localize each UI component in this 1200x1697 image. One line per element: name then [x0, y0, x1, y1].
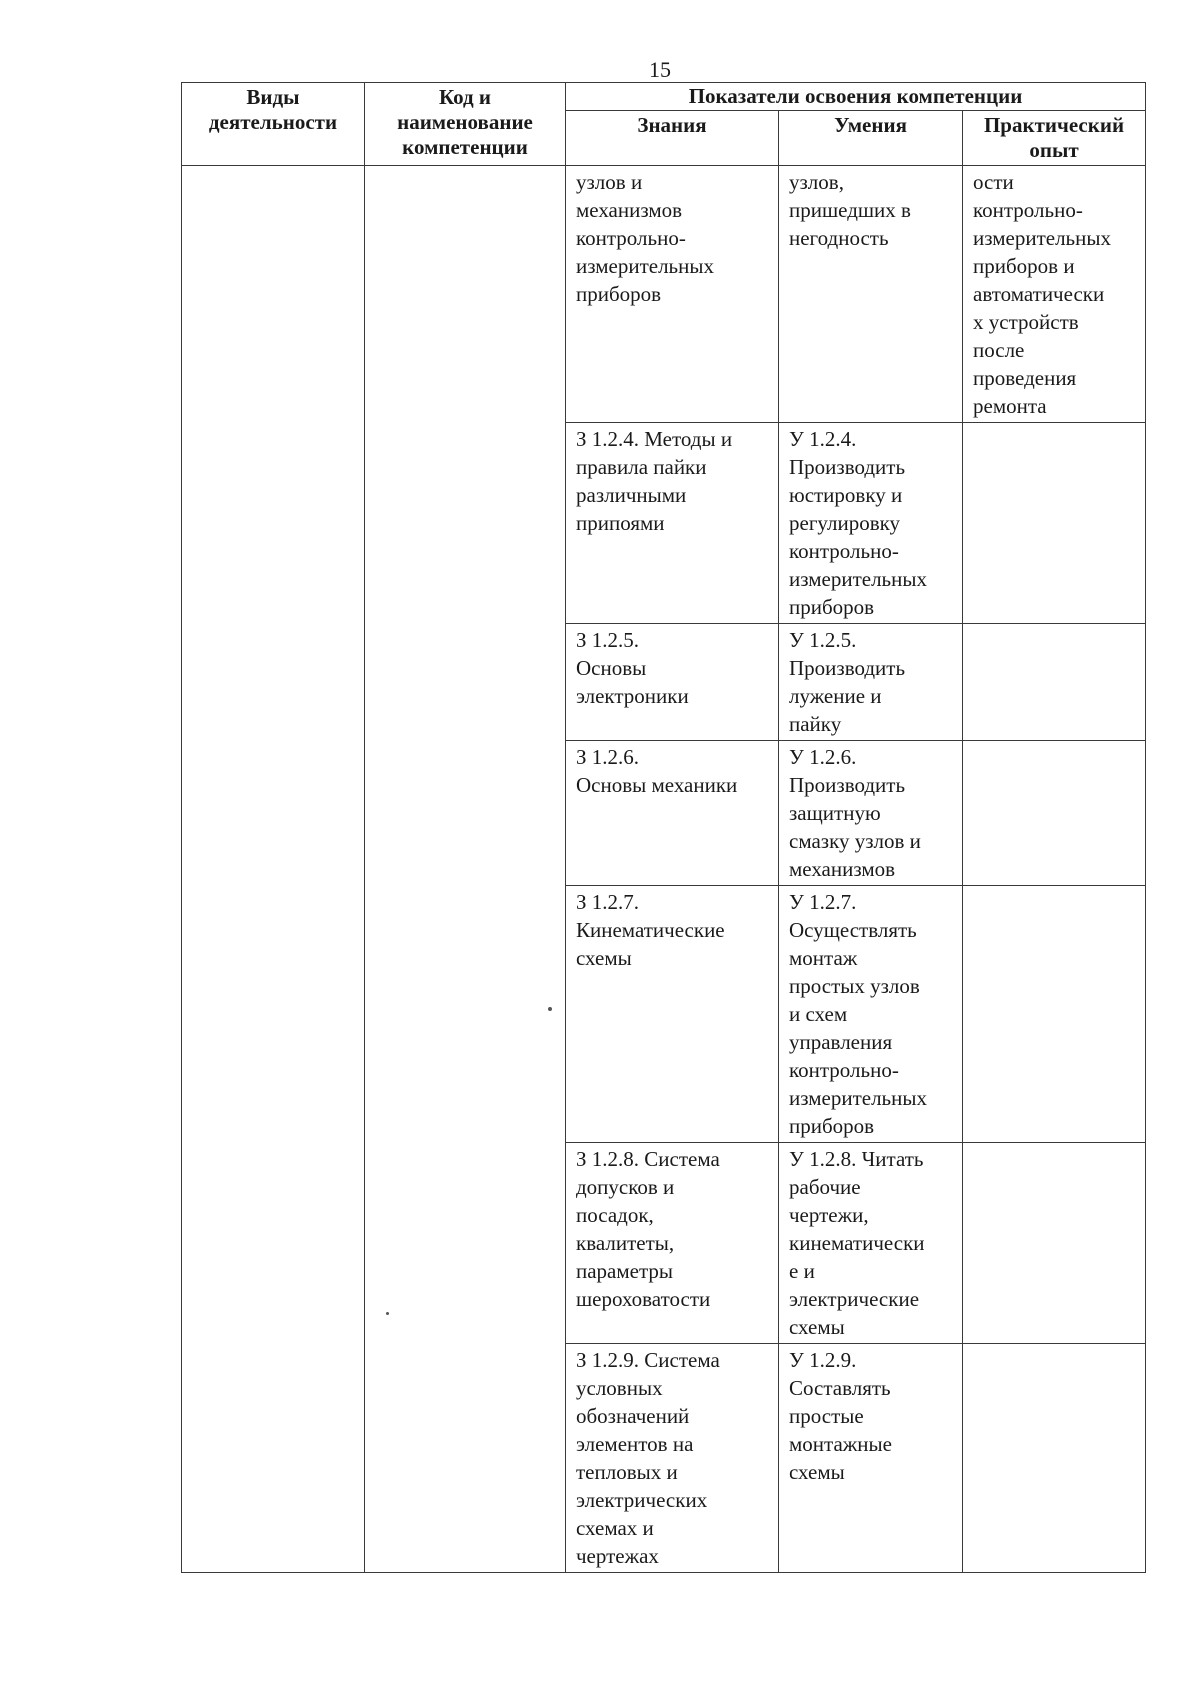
table-header-row: [182, 83, 1146, 111]
cell-experience: [963, 1143, 1146, 1344]
cell-skills: У 1.2.6. Производить защитную смазку узлов и механизмов: [779, 741, 963, 886]
page-number: 15: [649, 57, 671, 82]
cell-experience: [963, 1344, 1146, 1573]
cell-knowledge: З 1.2.7. Кинематические схемы: [566, 886, 779, 1143]
header-code: Код и наименование компетенции: [365, 83, 566, 166]
cell-activity: [182, 166, 365, 1573]
cell-knowledge: З 1.2.4. Методы и правила пайки различными припоями: [566, 423, 779, 624]
cell-knowledge: З 1.2.9. Система условных обозначений элементов на тепловых и электрических схемах и чертежах: [566, 1344, 779, 1573]
header-skills: Умения: [779, 111, 963, 166]
header-activity: Виды деятельности: [182, 83, 365, 166]
cell-knowledge: З 1.2.5. Основы электроники: [566, 624, 779, 741]
cell-code: [365, 166, 566, 1573]
cell-experience: ости контрольно- измерительных приборов и автоматически х устройств после проведения ремонта: [963, 166, 1146, 423]
cell-experience: [963, 741, 1146, 886]
cell-knowledge: З 1.2.6. Основы механики: [566, 741, 779, 886]
cell-knowledge: З 1.2.8. Система допусков и посадок, квалитеты, параметры шероховатости: [566, 1143, 779, 1344]
header-knowledge: Знания: [566, 111, 779, 166]
cell-skills: узлов, пришедших в негодность: [779, 166, 963, 423]
cell-skills: У 1.2.5. Производить лужение и пайку: [779, 624, 963, 741]
scan-speck: [548, 1007, 552, 1011]
cell-skills: У 1.2.4. Производить юстировку и регулировку контрольно- измерительных приборов: [779, 423, 963, 624]
header-experience: Практический опыт: [963, 111, 1146, 166]
competency-table: [181, 82, 1146, 1573]
cell-skills: У 1.2.9. Составлять простые монтажные схемы: [779, 1344, 963, 1573]
cell-skills: У 1.2.8. Читать рабочие чертежи, кинематически е и электрические схемы: [779, 1143, 963, 1344]
cell-skills: У 1.2.7. Осуществлять монтаж простых узлов и схем управления контрольно- измерительных приборов: [779, 886, 963, 1143]
cell-experience: [963, 423, 1146, 624]
cell-knowledge: узлов и механизмов контрольно- измерительных приборов: [566, 166, 779, 423]
header-indicators-group: Показатели освоения компетенции: [566, 83, 1146, 111]
cell-experience: [963, 886, 1146, 1143]
scan-speck: [386, 1312, 389, 1315]
cell-experience: [963, 624, 1146, 741]
table-row: [182, 166, 1146, 423]
